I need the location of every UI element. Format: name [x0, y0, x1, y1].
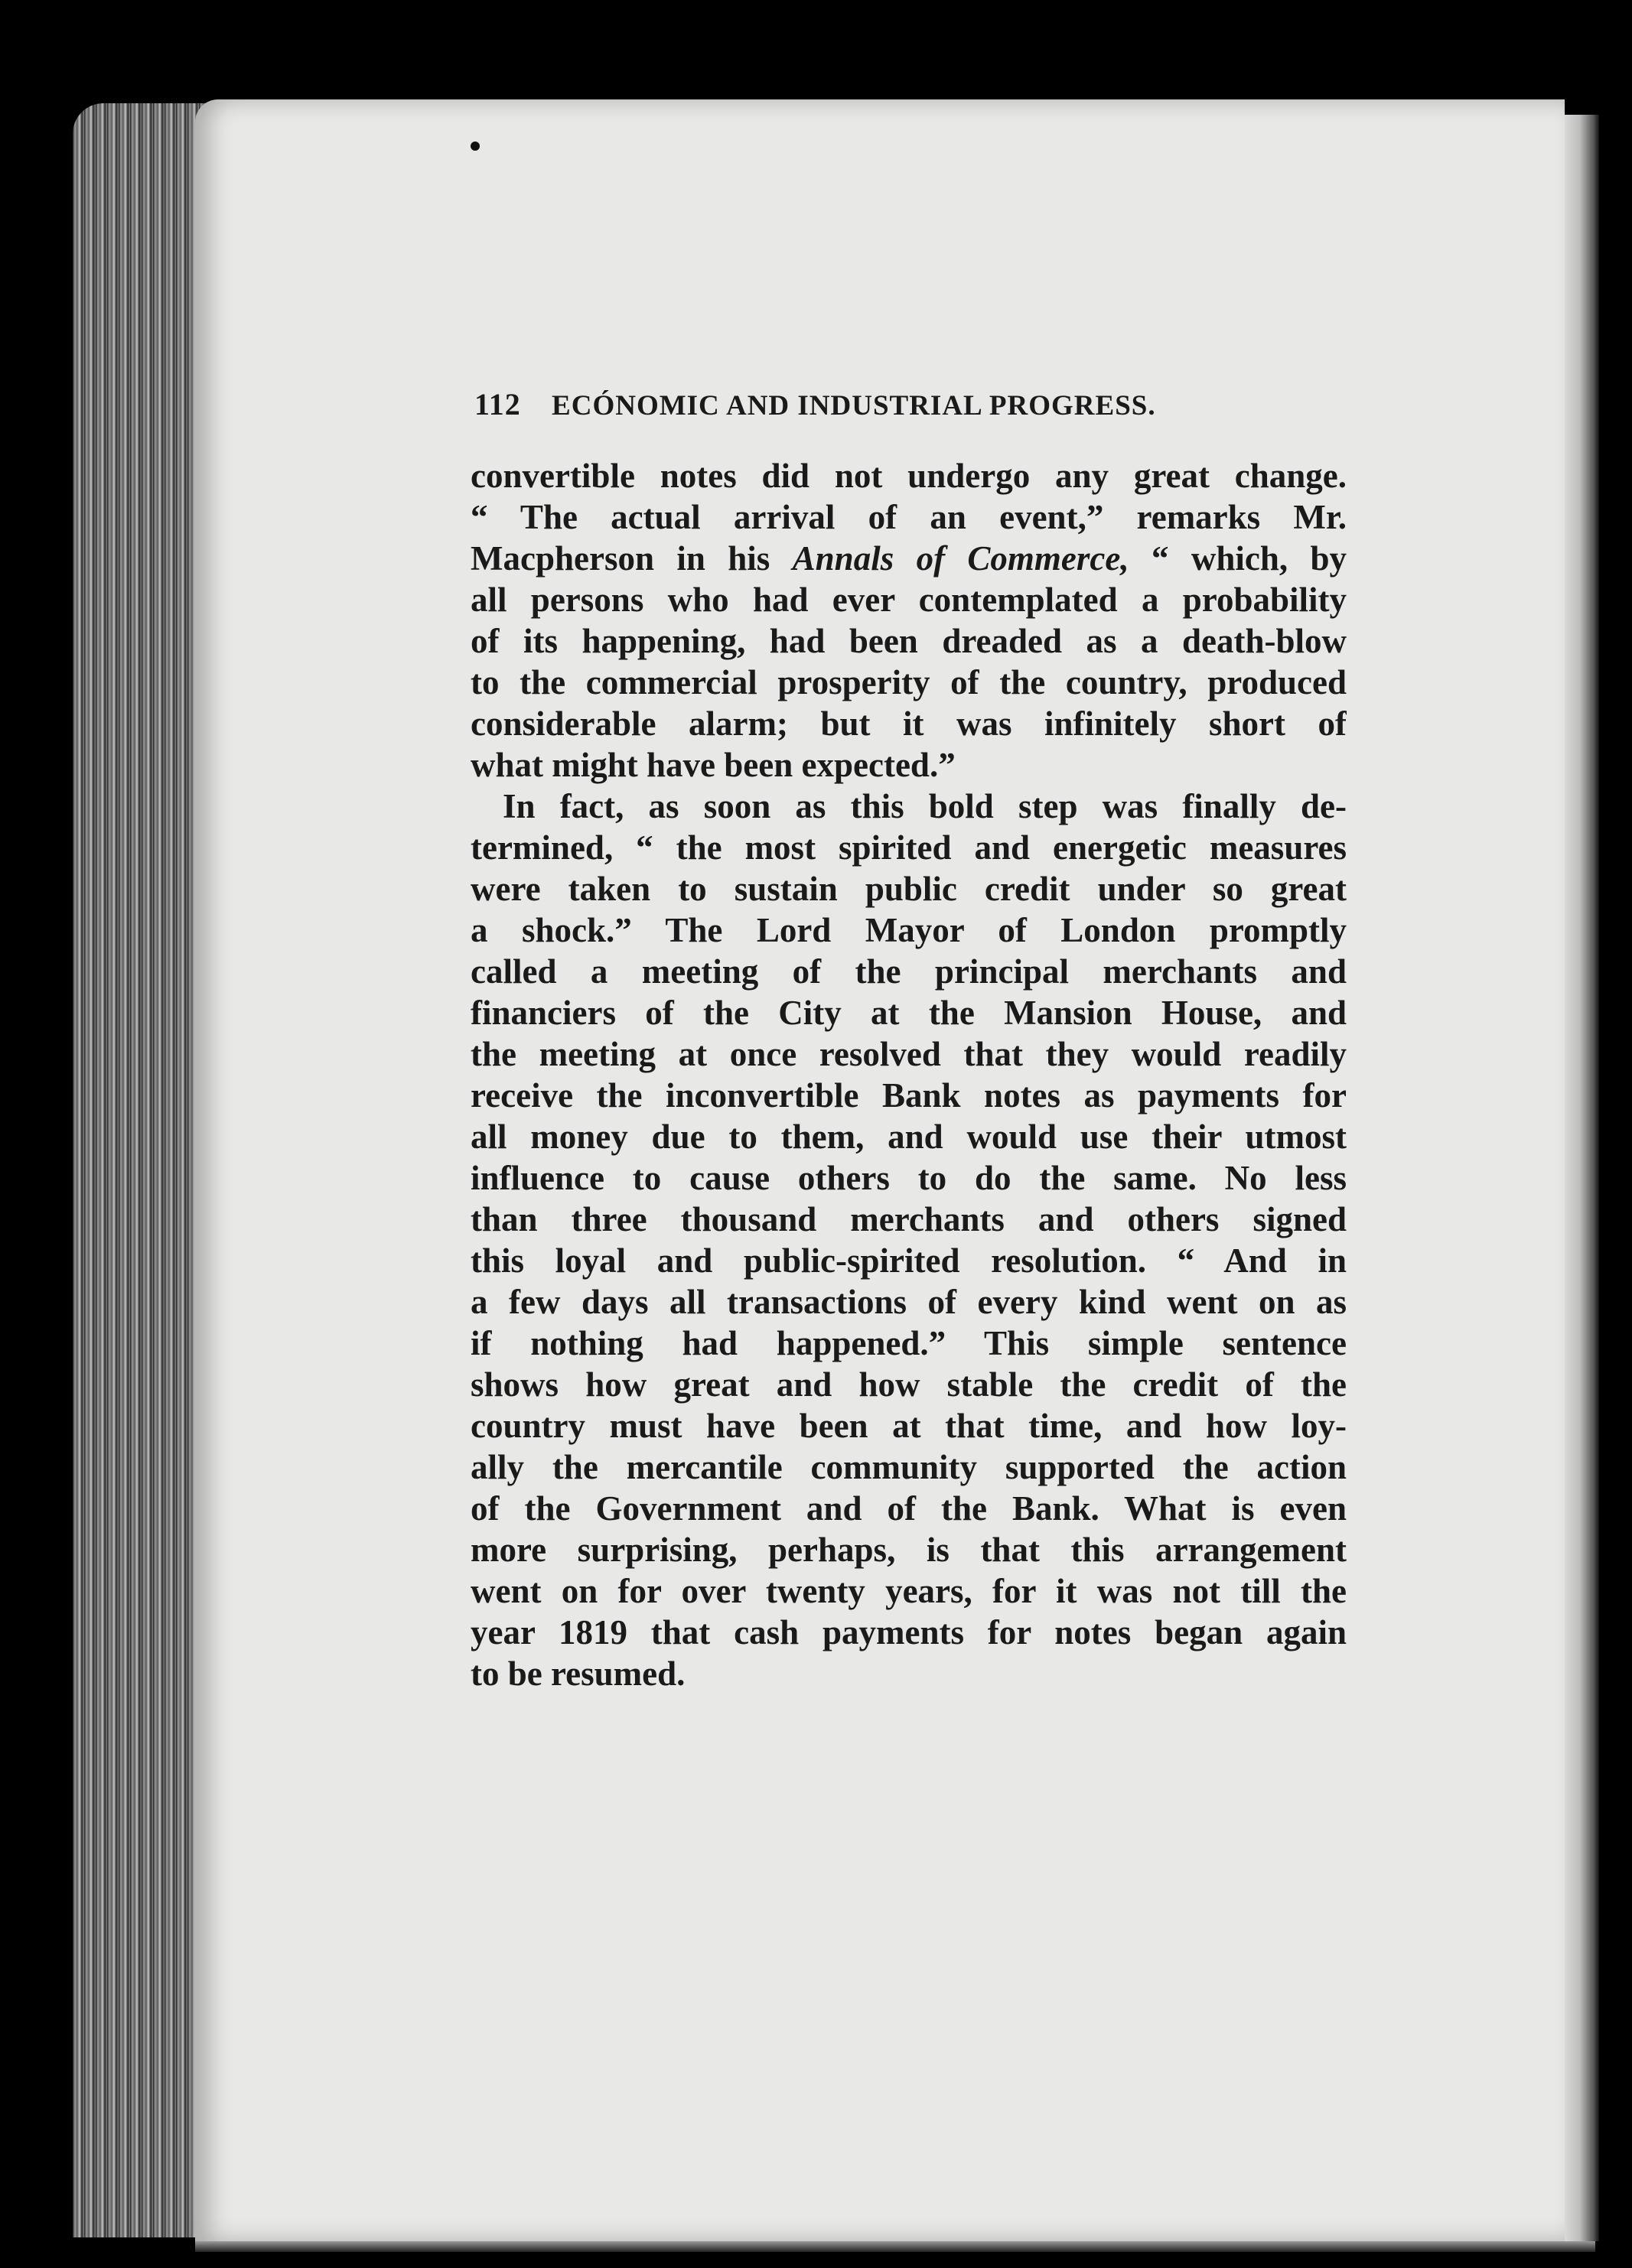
text-line: of the Government and of the Bank. What is even [471, 1489, 1347, 1528]
text-line: ally the mercantile community supported the action [471, 1448, 1347, 1486]
text-line: “ The actual arrival of an event,” remarks Mr. [471, 498, 1347, 536]
page-number: 112 [474, 387, 521, 421]
text-line: what might have been expected.” [471, 746, 956, 784]
text-line: termined, “ the most spirited and energetic measures [471, 828, 1347, 867]
text-line: to the commercial prosperity of the country, produced [471, 663, 1347, 701]
text-line: a few days all transactions of every kind went on as [471, 1283, 1347, 1321]
text-line: considerable alarm; but it was infinitely short of [471, 704, 1347, 743]
text-line: country must have been at that time, and how loy- [471, 1407, 1347, 1445]
text-line: In fact, as soon as this bold step was finally de- [503, 787, 1347, 825]
text-line: a shock.” The Lord Mayor of London promptly [471, 911, 1347, 949]
text-line: than three thousand merchants and others signed [471, 1200, 1347, 1238]
text-line: were taken to sustain public credit under so great [471, 870, 1347, 908]
text-line: influence to cause others to do the same. No less [471, 1159, 1347, 1197]
text-line: more surprising, perhaps, is that this arrangement [471, 1531, 1347, 1569]
running-header [474, 386, 1347, 422]
body-text [471, 455, 1347, 1694]
book-page-edges [73, 103, 214, 2237]
text-line: receive the inconvertible Bank notes as payments for [471, 1076, 1347, 1114]
text-line: financiers of the City at the Mansion House, and [471, 994, 1347, 1032]
book-title-italic: Annals of Commerce, [792, 539, 1129, 578]
text-line: year 1819 that cash payments for notes began again [471, 1613, 1347, 1651]
text-line: Macpherson in his Annals of Commerce, “ which, by [471, 539, 1347, 578]
text-line: if nothing had happened.” This simple sentence [471, 1324, 1347, 1362]
text-line: shows how great and how stable the credit of the [471, 1365, 1347, 1404]
book-bottom-edge [195, 2241, 1595, 2252]
text-line: this loyal and public-spirited resolution. “ And in [471, 1241, 1347, 1280]
text-line: to be resumed. [471, 1655, 686, 1693]
book-right-edge [1565, 115, 1599, 2241]
running-title: ECÓNOMIC AND INDUSTRIAL PROGRESS. [552, 390, 1156, 421]
text-line: called a meeting of the principal merchants and [471, 952, 1347, 991]
text-line: of its happening, had been dreaded as a death-blow [471, 622, 1347, 660]
text-line: the meeting at once resolved that they would readily [471, 1035, 1347, 1073]
text-line: all persons who had ever contemplated a probability [471, 581, 1347, 619]
ink-speck [471, 142, 480, 151]
text-line: went on for over twenty years, for it was not till the [471, 1572, 1347, 1610]
text-line: convertible notes did not undergo any great change. [471, 457, 1347, 495]
text-line: all money due to them, and would use their utmost [471, 1118, 1347, 1156]
